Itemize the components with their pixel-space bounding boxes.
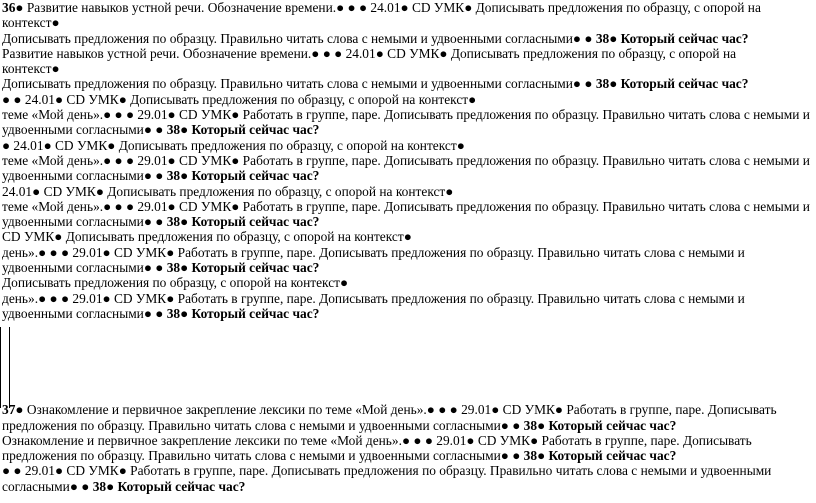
table-gap — [2, 321, 814, 402]
text-line: день».● ● ● 29.01● CD УМК● Работать в группе, паре. Дописывать предложения по образцу. Правильно читать слова с немыми и — [2, 290, 745, 306]
text-line: Развитие навыков устной речи. Обозначение времени.● ● ● 24.01● CD УМК● Дописывать предложения по образцу, с опорой на — [2, 45, 737, 61]
text-line: Ознакомление и первичное закрепление лексики по теме «Мой день».● ● ● 29.01● CD УМК● Работать в группе, паре. Дописывать — [2, 432, 752, 448]
text-line: предложения по образцу. Правильно читать слова с немыми и удвоенными согласными● ● 38● Который сейчас час? — [2, 448, 677, 464]
text-line: удвоенными согласными● ● 38● Который сейчас час? — [2, 214, 320, 230]
text-line: Дописывать предложения по образцу. Правильно читать слова с немыми и удвоенными согласными● ● 38● Который сейчас час? — [2, 76, 749, 92]
text-line: удвоенными согласными● ● 38● Который сейчас час? — [2, 305, 320, 321]
text-block-2 — [2, 46, 814, 92]
text-line: Дописывать предложения по образцу, с опорой на контекст● — [2, 275, 349, 291]
text-block-10 — [2, 463, 814, 494]
text-line: контекст● — [2, 15, 60, 31]
text-line: теме «Мой день».● ● ● 29.01● CD УМК● Работать в группе, паре. Дописывать предложения по образцу. Правильно читать слова с немыми и — [2, 152, 810, 168]
text-line: ● ● 29.01● CD УМК● Работать в группе, паре. Дописывать предложения по образцу. Правильно читать слова с немыми и удвоенными — [2, 463, 772, 479]
text-block-5 — [2, 184, 814, 230]
text-line: 24.01● CD УМК● Дописывать предложения по образцу, с опорой на контекст● — [2, 183, 454, 199]
text-line: удвоенными согласными● ● 38● Который сейчас час? — [2, 122, 320, 138]
table-border-fragment — [0, 327, 10, 408]
text-line: ● ● 24.01● CD УМК● Дописывать предложения по образцу, с опорой на контекст● — [2, 91, 477, 107]
text-block-9 — [2, 433, 814, 464]
text-line: контекст● — [2, 61, 60, 77]
text-line: Дописывать предложения по образцу. Правильно читать слова с немыми и удвоенными согласными● ● 38● Который сейчас час? — [2, 30, 749, 46]
text-block-7 — [2, 275, 814, 321]
text-line: теме «Мой день».● ● ● 29.01● CD УМК● Работать в группе, паре. Дописывать предложения по образцу. Правильно читать слова с немыми и — [2, 107, 810, 123]
text-block-1 — [2, 0, 814, 46]
text-block-6 — [2, 229, 814, 275]
text-block-8 — [2, 402, 814, 433]
text-line: удвоенными согласными● ● 38● Который сейчас час? — [2, 168, 320, 184]
text-block-4 — [2, 138, 814, 184]
text-line: теме «Мой день».● ● ● 29.01● CD УМК● Работать в группе, паре. Дописывать предложения по образцу. Правильно читать слова с немыми и — [2, 198, 810, 214]
text-block-3 — [2, 92, 814, 138]
text-line: удвоенными согласными● ● 38● Который сейчас час? — [2, 260, 320, 276]
text-line: день».● ● ● 29.01● CD УМК● Работать в группе, паре. Дописывать предложения по образцу. Правильно читать слова с немыми и — [2, 244, 745, 260]
text-line: ● 24.01● CD УМК● Дописывать предложения по образцу, с опорой на контекст● — [2, 137, 465, 153]
text-line: 37● Ознакомление и первичное закрепление лексики по теме «Мой день».● ● ● 29.01● CD УМК● Работать в группе, паре. Дописывать — [2, 402, 777, 418]
text-line: согласными● ● 38● Который сейчас час? — [2, 478, 246, 494]
text-line: предложения по образцу. Правильно читать слова с немыми и удвоенными согласными● ● 38● Который сейчас час? — [2, 417, 677, 433]
document-body — [2, 0, 814, 494]
text-line: CD УМК● Дописывать предложения по образцу, с опорой на контекст● — [2, 229, 412, 245]
text-line: 36● Развитие навыков устной речи. Обозначение времени.● ● ● 24.01● CD УМК● Дописывать предложения по образцу, с опорой на — [2, 0, 761, 15]
